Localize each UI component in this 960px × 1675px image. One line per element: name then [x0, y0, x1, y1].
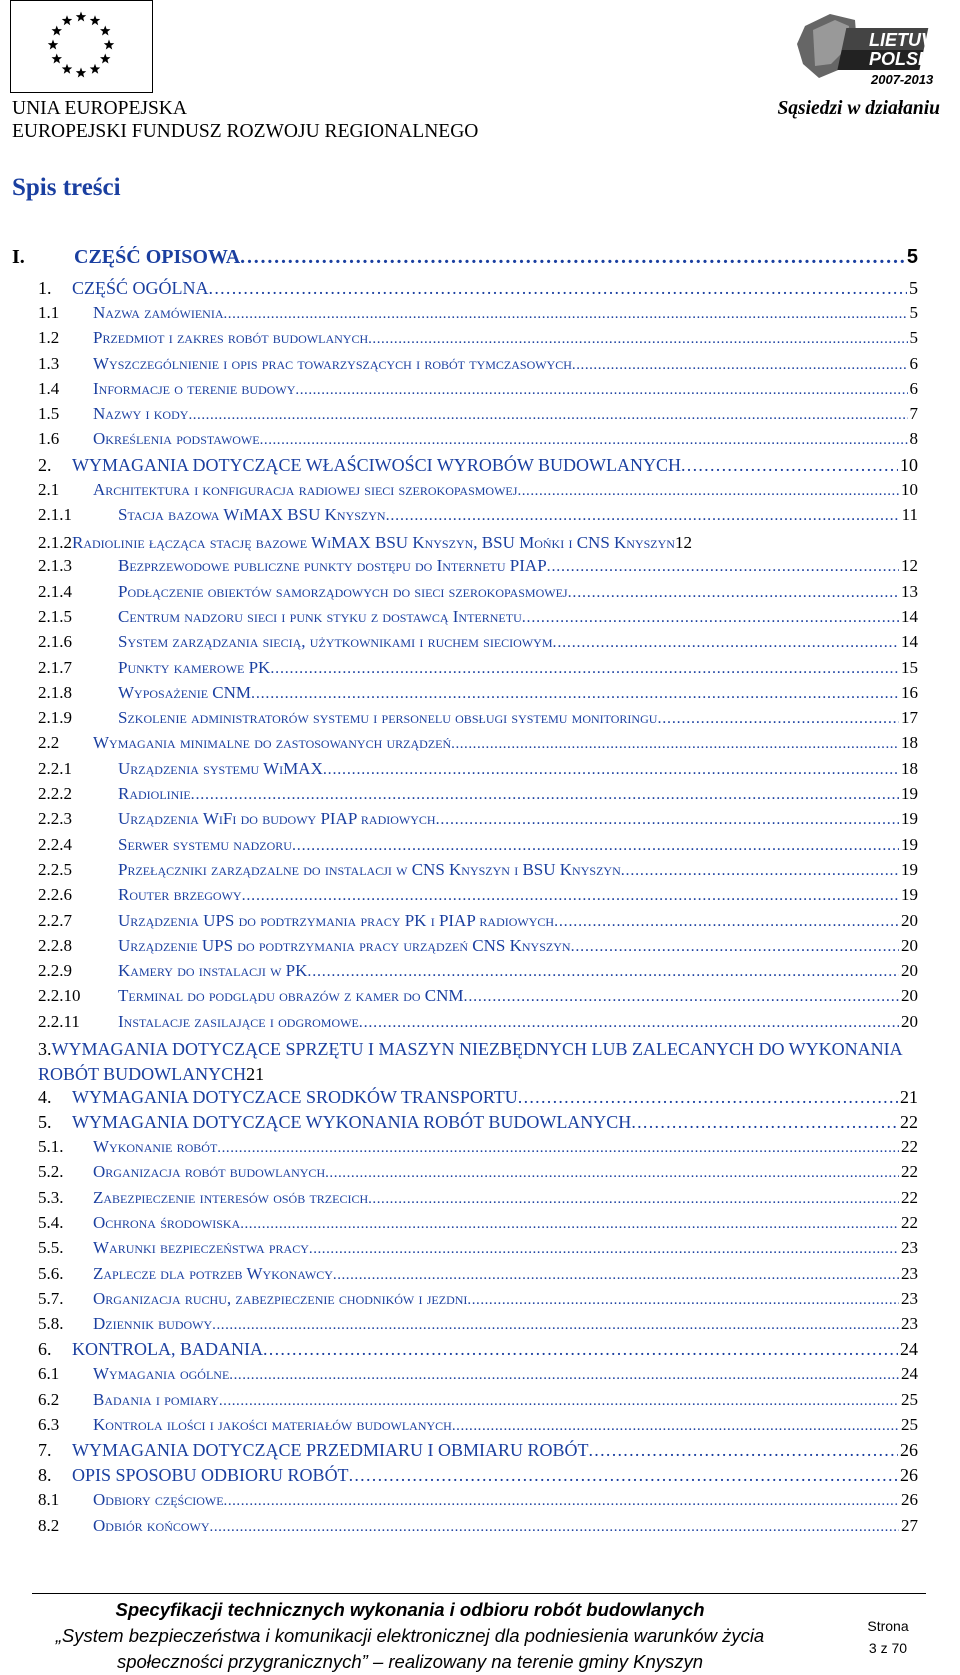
- toc-leader-dots: [464, 988, 899, 1006]
- toc-entry-title[interactable]: Instalacje zasilające i odgromowe: [118, 1011, 359, 1031]
- toc-entry-number: 2.1: [38, 479, 60, 499]
- toc-entry[interactable]: [38, 1087, 918, 1112]
- toc-leader-dots: [349, 1465, 898, 1486]
- toc-leader-dots: [323, 761, 899, 779]
- toc-entry-page: 21: [246, 1064, 265, 1085]
- footer-line3: społeczności przygranicznych” – realizowany na terenie gminy Knyszyn: [116, 1651, 704, 1672]
- toc-entry-number: 2.1.3: [38, 556, 72, 576]
- toc-entry-number: 2.2.5: [38, 859, 72, 879]
- toc-entry-number: 6.3: [38, 1414, 60, 1434]
- toc-entry-title[interactable]: Nazwy i kody: [93, 404, 189, 424]
- toc-entry-title[interactable]: CZĘŚĆ OGÓLNA: [72, 278, 209, 298]
- toc-entry-number: 6.2: [38, 1389, 60, 1409]
- toc-entry-number: 8.: [38, 1465, 52, 1486]
- toc-entry-number: 2.2: [38, 733, 60, 753]
- toc-entry-number: 2.1.6: [38, 632, 72, 652]
- toc-entry[interactable]: [38, 936, 918, 961]
- toc-entry-number: I.: [12, 246, 25, 268]
- toc-entry[interactable]: [38, 1289, 918, 1314]
- toc-leader-dots: [219, 1393, 899, 1410]
- toc-entry-page: 20: [901, 910, 918, 930]
- toc-entry[interactable]: [38, 582, 918, 607]
- toc-entry-number: 4.: [38, 1087, 52, 1108]
- toc-entry-number: 5.4.: [38, 1212, 64, 1232]
- toc-entry[interactable]: [38, 885, 918, 910]
- toc-entry-title[interactable]: Zaplecze dla potrzeb Wykonawcy: [93, 1263, 333, 1283]
- toc-entry[interactable]: [12, 246, 918, 278]
- toc-entry-number: 2.2.6: [38, 885, 72, 905]
- toc-entry-page: 24: [901, 1364, 918, 1384]
- toc-entry[interactable]: [38, 530, 918, 556]
- eu-star-icon: [52, 26, 62, 36]
- toc-entry-number: 5.1.: [38, 1137, 64, 1157]
- toc-entry-number: 2.2.4: [38, 834, 72, 854]
- logo-line3: 2007-2013: [871, 72, 934, 87]
- toc-entry[interactable]: [38, 733, 918, 758]
- toc-entry[interactable]: [38, 278, 918, 303]
- toc-entry-page: 23: [901, 1288, 918, 1308]
- toc-entry[interactable]: [38, 809, 918, 834]
- toc-entry-page: 14: [901, 632, 918, 652]
- toc-entry[interactable]: [38, 607, 918, 632]
- toc-leader-dots: [270, 660, 899, 678]
- toc-entry-page: 5: [909, 278, 918, 298]
- toc-entry-title[interactable]: Radiolinie łącząca stację bazowe WiMAX BSU Knyszyn, BSU Mońki i CNS Knyszyn: [72, 533, 675, 553]
- toc-entry[interactable]: [38, 1012, 918, 1037]
- toc-leader-dots: [217, 1140, 899, 1157]
- toc-entry-page: 23: [901, 1238, 918, 1258]
- toc-entry-page: 14: [901, 606, 918, 626]
- toc-entry[interactable]: [38, 379, 918, 404]
- toc-entry-page: 27: [901, 1515, 918, 1535]
- toc-leader-dots: [212, 1317, 899, 1334]
- toc-entry-page: 22: [901, 1187, 918, 1207]
- toc-entry-number: 2.: [38, 454, 52, 475]
- eu-star-icon: [100, 26, 110, 36]
- toc-entry-title[interactable]: Urządzenia UPS do podtrzymania pracy PK i PIAP radiowych: [118, 910, 555, 930]
- toc-entry-page: 8: [909, 429, 918, 449]
- toc-entry-page: 22: [901, 1212, 918, 1232]
- eu-star-icon: [90, 64, 100, 74]
- toc-entry-page: 26: [901, 1490, 918, 1510]
- toc-leader-dots: [307, 963, 899, 981]
- toc-entry-number: 2.1.7: [38, 657, 72, 677]
- toc-entry-title[interactable]: Przedmiot i zakres robót budowlanych: [93, 328, 369, 348]
- toc-entry-number: 5.2.: [38, 1162, 64, 1182]
- toc-entry[interactable]: [38, 708, 918, 733]
- toc-entry-page: 16: [901, 682, 918, 702]
- toc-entry-title[interactable]: Szkolenie administratorów systemu i personelu obsługi systemu monitoringu: [118, 708, 658, 728]
- toc-leader-dots: [621, 862, 899, 880]
- toc-entry-number: 5.: [38, 1112, 52, 1133]
- toc-entry[interactable]: [38, 1390, 918, 1415]
- toc-entry-title[interactable]: KONTROLA, BADANIA: [72, 1339, 263, 1360]
- toc-entry[interactable]: [38, 556, 918, 581]
- toc-entry-page: 10: [900, 454, 918, 475]
- toc-entry-number: 1.2: [38, 328, 60, 348]
- toc-leader-dots: [260, 432, 908, 449]
- toc-entry-page: 20: [901, 1011, 918, 1031]
- toc-leader-dots: [568, 584, 899, 602]
- toc-entry-number: 2.1.8: [38, 682, 72, 702]
- toc-entry-page: 5: [906, 246, 918, 268]
- toc-entry-number: 3.: [38, 1039, 52, 1060]
- toc-leader-dots: [191, 786, 899, 804]
- toc-entry-title[interactable]: Podłączenie obiektów samorządowych do sieci szerokopasmowej: [118, 581, 568, 601]
- toc-entry-title[interactable]: Organizacja ruchu, zabezpieczenie chodników i jezdni: [93, 1288, 468, 1308]
- toc-entry-title[interactable]: System zarządzania siecią, użytkownikami i ruchem sieciowym: [118, 632, 553, 652]
- toc-entry-page: 12: [901, 556, 918, 576]
- toc-entry-title[interactable]: Odbiory częściowe: [93, 1490, 224, 1510]
- toc-entry-title[interactable]: WYMAGANIA DOTYCZACE SRODKÓW TRANSPORTU: [72, 1087, 518, 1108]
- page-value: 3 z 70: [868, 1640, 908, 1656]
- toc-entry-number: 1.1: [38, 303, 60, 322]
- toc-leader-dots: [681, 455, 898, 476]
- toc-entry[interactable]: [38, 986, 918, 1011]
- toc-entry[interactable]: [38, 1440, 918, 1465]
- toc-entry[interactable]: [38, 1213, 918, 1238]
- toc-entry-title[interactable]: Ochrona środowiska: [93, 1212, 241, 1232]
- toc-leader-dots: [251, 685, 899, 703]
- toc-entry-title[interactable]: Wyposażenie CNM: [118, 682, 252, 702]
- table-of-contents: [12, 246, 918, 1541]
- footer-line2: „System bezpieczeństwa i komunikacji elektronicznej dla podniesienia warunków życia: [55, 1625, 765, 1646]
- toc-entry-page: 26: [900, 1440, 918, 1461]
- toc-entry[interactable]: [38, 683, 918, 708]
- toc-leader-dots: [572, 357, 908, 374]
- toc-entry-page: 26: [900, 1465, 918, 1486]
- toc-entry-number: 5.8.: [38, 1314, 64, 1334]
- toc-entry[interactable]: [38, 1112, 918, 1137]
- toc-entry-page: 19: [901, 809, 918, 829]
- toc-entry-page: 7: [909, 404, 918, 424]
- toc-entry[interactable]: [38, 404, 918, 429]
- toc-entry-title[interactable]: OPIS SPOSOBU ODBIORU ROBÓT: [72, 1465, 349, 1486]
- toc-entry-title[interactable]: Urządzenia systemu WiMAX: [118, 758, 323, 778]
- toc-entry-number: 5.7.: [38, 1288, 64, 1308]
- toc-entry-number: 1.4: [38, 378, 60, 398]
- toc-leader-dots: [240, 246, 905, 269]
- toc-entry[interactable]: [38, 759, 918, 784]
- toc-entry-page: 12: [674, 533, 692, 553]
- eu-star-icon: [104, 40, 114, 50]
- toc-entry-title[interactable]: Radiolinie: [118, 784, 191, 804]
- toc-entry-page: 24: [900, 1339, 918, 1360]
- toc-entry[interactable]: [38, 632, 918, 657]
- toc-entry-number: 2.2.10: [38, 986, 81, 1006]
- toc-entry-title[interactable]: Informacje o terenie budowy: [93, 378, 296, 398]
- toc-entry-page: 5: [909, 328, 918, 348]
- toc-title: Spis treści: [12, 174, 121, 201]
- toc-leader-dots: [325, 1165, 899, 1182]
- toc-entry-title[interactable]: Przełączniki zarządzalne do instalacji w CNS Knyszyn i BSU Knyszyn: [118, 859, 621, 879]
- eu-star-icon: [62, 15, 72, 25]
- footer-description: [20, 1597, 800, 1675]
- toc-entry-title[interactable]: Bezprzewodowe publiczne punkty dostępu do Internetu PIAP: [118, 556, 547, 576]
- toc-entry-title[interactable]: Urządzenie UPS do podtrzymania pracy urządzeń CNS Knyszyn: [118, 935, 571, 955]
- eu-label: UNIA EUROPEJSKA: [12, 98, 187, 119]
- toc-entry-title[interactable]: Wymagania ogólne: [93, 1364, 230, 1384]
- logo-line1: LIETUVA: [869, 30, 945, 50]
- toc-entry[interactable]: [38, 303, 918, 328]
- toc-entry-title[interactable]: Wyszczególnienie i opis prac towarzyszących i robót tymczasowych: [93, 353, 572, 373]
- toc-entry-page: 18: [901, 733, 918, 753]
- toc-entry-title[interactable]: Urządzenia WiFi do budowy PIAP radiowych: [118, 809, 436, 829]
- toc-entry-number: 1.6: [38, 429, 60, 449]
- toc-entry[interactable]: [38, 1364, 918, 1389]
- header-left: [12, 97, 478, 143]
- toc-entry-title[interactable]: Określenia podstawowe: [93, 429, 260, 449]
- toc-entry-page: 19: [901, 885, 918, 905]
- toc-entry-title[interactable]: Wymagania minimalne do zastosowanych urządzeń: [93, 733, 452, 753]
- toc-leader-dots: [292, 837, 899, 855]
- toc-entry[interactable]: [38, 480, 918, 505]
- toc-entry-number: 1.5: [38, 404, 60, 424]
- toc-entry[interactable]: [38, 1162, 918, 1187]
- toc-entry-number: 2.1.5: [38, 606, 72, 626]
- toc-entry-number: 1.: [38, 278, 52, 298]
- header-slogan: Sąsiedzi w działaniu: [777, 98, 940, 119]
- toc-entry[interactable]: [38, 1037, 918, 1087]
- toc-leader-dots: [188, 407, 907, 424]
- toc-entry[interactable]: [38, 1188, 918, 1213]
- toc-leader-dots: [517, 483, 899, 500]
- toc-entry-page: 22: [900, 1112, 918, 1133]
- toc-entry[interactable]: [38, 354, 918, 379]
- toc-entry-number: 5.6.: [38, 1263, 64, 1283]
- toc-entry-title[interactable]: Serwer systemu nadzoru: [118, 834, 292, 854]
- toc-entry-number: 2.1.9: [38, 708, 72, 728]
- toc-entry[interactable]: [38, 784, 918, 809]
- toc-entry-page: 18: [901, 758, 918, 778]
- toc-entry[interactable]: [38, 1314, 918, 1339]
- toc-entry-title[interactable]: Architektura i konfiguracja radiowej sieci szerokopasmowej: [93, 479, 518, 499]
- toc-leader-dots: [657, 710, 899, 728]
- toc-entry[interactable]: [38, 1264, 918, 1289]
- toc-leader-dots: [589, 1440, 899, 1461]
- toc-leader-dots: [240, 1216, 899, 1233]
- eu-star-icon: [48, 40, 58, 50]
- toc-entry-page: 17: [901, 708, 918, 728]
- toc-entry-number: 6.1: [38, 1364, 60, 1384]
- toc-entry-page: 10: [901, 479, 918, 499]
- toc-entry-number: 2.2.8: [38, 935, 72, 955]
- toc-entry-number: 2.2.9: [38, 961, 72, 981]
- toc-entry-title[interactable]: WYMAGANIA DOTYCZĄCE WYKONANIA ROBÓT BUDOWLANYCH: [72, 1112, 632, 1133]
- footer-divider: [32, 1593, 926, 1594]
- footer-line1: Specyfikacji technicznych wykonania i odbioru robót budowlanych: [115, 1599, 705, 1620]
- toc-entry-title[interactable]: Kamery do instalacji w PK: [118, 961, 308, 981]
- toc-entry-number: 2.2.1: [38, 758, 72, 778]
- toc-entry-page: 22: [901, 1137, 918, 1157]
- toc-leader-dots: [436, 811, 899, 829]
- toc-entry-page: 22: [901, 1162, 918, 1182]
- eu-flag-logo: [10, 0, 153, 93]
- toc-entry-number: 5.3.: [38, 1187, 64, 1207]
- toc-entry-number: 2.1.2: [38, 533, 72, 553]
- toc-entry-page: 20: [901, 986, 918, 1006]
- eu-star-icon: [76, 12, 86, 22]
- toc-entry-page: 19: [901, 784, 918, 804]
- toc-leader-dots: [553, 634, 899, 652]
- eu-star-icon: [52, 54, 62, 64]
- toc-entry[interactable]: [38, 1339, 918, 1364]
- toc-leader-dots: [295, 382, 907, 399]
- toc-entry-number: 7.: [38, 1440, 52, 1461]
- toc-leader-dots: [571, 938, 899, 956]
- toc-leader-dots: [386, 507, 900, 525]
- eu-stars-flag-icon: [11, 1, 152, 92]
- toc-leader-dots: [554, 913, 899, 931]
- toc-entry-page: 11: [901, 505, 918, 525]
- toc-entry[interactable]: [38, 961, 918, 986]
- toc-entry[interactable]: [38, 835, 918, 860]
- page-label: Strona: [867, 1618, 909, 1634]
- toc-entry-title[interactable]: Punkty kamerowe PK: [118, 657, 271, 677]
- toc-leader-dots: [547, 558, 899, 576]
- toc-entry-title[interactable]: Stacja bazowa WiMAX BSU Knyszyn: [118, 505, 386, 525]
- toc-leader-dots: [263, 1339, 898, 1360]
- toc-entry-title[interactable]: WYMAGANIA DOTYCZĄCE WŁAŚCIWOŚCI WYROBÓW BUDOWLANYCH: [72, 454, 681, 475]
- toc-leader-dots: [224, 306, 908, 323]
- toc-entry[interactable]: [38, 1238, 918, 1263]
- toc-entry-page: 23: [901, 1263, 918, 1283]
- toc-leader-dots: [522, 609, 899, 627]
- lietuva-polska-logo: [785, 6, 945, 94]
- toc-leader-dots: [467, 1292, 899, 1309]
- toc-entry-title[interactable]: Organizacja robót budowlanych: [93, 1162, 326, 1182]
- toc-entry-title[interactable]: Router brzegowy: [118, 885, 242, 905]
- toc-entry[interactable]: [38, 429, 918, 454]
- toc-entry-number: 1.3: [38, 353, 60, 373]
- toc-entry[interactable]: [38, 1490, 918, 1515]
- eu-star-icon: [100, 54, 110, 64]
- toc-entry-page: 5: [909, 303, 918, 322]
- toc-entry-page: 23: [901, 1314, 918, 1334]
- toc-entry[interactable]: [38, 328, 918, 353]
- toc-entry-page: 20: [901, 935, 918, 955]
- toc-leader-dots: [209, 278, 907, 299]
- toc-entry-page: 6: [909, 353, 918, 373]
- toc-leader-dots: [368, 331, 907, 348]
- toc-entry[interactable]: [38, 455, 918, 480]
- toc-entry-number: 2.1.4: [38, 581, 72, 601]
- toc-entry-title[interactable]: Wykonanie robót: [93, 1137, 218, 1157]
- toc-leader-dots: [229, 1367, 899, 1384]
- toc-leader-dots: [452, 1418, 899, 1435]
- toc-entry-title[interactable]: Badania i pomiary: [93, 1389, 219, 1409]
- toc-entry-page: 6: [909, 378, 918, 398]
- toc-entry-number: 2.1.1: [38, 505, 72, 525]
- toc-entry-number: 8.2: [38, 1515, 60, 1535]
- toc-entry-title[interactable]: Warunki bezpieczeństwa pracy: [93, 1238, 309, 1258]
- toc-entry[interactable]: [38, 505, 918, 530]
- toc-entry-number: 2.2.11: [38, 1011, 80, 1031]
- toc-entry-page: 19: [901, 834, 918, 854]
- toc-entry[interactable]: [38, 658, 918, 683]
- toc-leader-dots: [359, 1014, 899, 1032]
- toc-entry-page: 25: [901, 1414, 918, 1434]
- toc-entry-page: 21: [900, 1087, 918, 1108]
- toc-entry-number: 8.1: [38, 1490, 60, 1510]
- toc-entry-page: 20: [901, 961, 918, 981]
- toc-entry-title[interactable]: Zabezpieczenie interesów osób trzecich: [93, 1187, 369, 1207]
- toc-entry-number: 6.: [38, 1339, 52, 1360]
- toc-entry-title[interactable]: CZĘŚĆ OPISOWA: [74, 246, 241, 268]
- toc-entry-title[interactable]: WYMAGANIA DOTYCZĄCE SPRZĘTU I MASZYN NIEZBĘDNYCH LUB ZALECANYCH DO WYKONANIA ROBÓT BUDOWLANYCH: [38, 1039, 902, 1085]
- toc-entry-page: 19: [901, 859, 918, 879]
- toc-entry-number: 2.2.7: [38, 910, 72, 930]
- toc-entry-page: 15: [901, 657, 918, 677]
- page-number: [848, 1615, 928, 1659]
- toc-entry[interactable]: [38, 1465, 918, 1490]
- toc-entry-title[interactable]: Dziennik budowy: [93, 1314, 213, 1334]
- toc-entry-title[interactable]: WYMAGANIA DOTYCZĄCE PRZEDMIARU I OBMIARU ROBÓT: [72, 1440, 589, 1461]
- eu-star-icon: [62, 64, 72, 74]
- toc-leader-dots: [333, 1267, 899, 1284]
- toc-entry[interactable]: [38, 1137, 918, 1162]
- toc-entry[interactable]: [38, 1516, 918, 1541]
- toc-entry[interactable]: [38, 860, 918, 885]
- toc-entry-title[interactable]: Kontrola ilości i jakości materiałów budowlanych: [93, 1414, 452, 1434]
- toc-leader-dots: [368, 1191, 899, 1208]
- toc-entry-number: 2.2.3: [38, 809, 72, 829]
- toc-entry-page: 13: [901, 581, 918, 601]
- toc-entry-title[interactable]: Odbiór końcowy: [93, 1515, 210, 1535]
- erdf-label: EUROPEJSKI FUNDUSZ ROZWOJU REGIONALNEGO: [12, 121, 479, 142]
- logo-line2: POLSKA: [869, 49, 945, 69]
- toc-entry-page: 25: [901, 1389, 918, 1409]
- toc-leader-dots: [242, 887, 899, 905]
- toc-entry-title[interactable]: Terminal do podglądu obrazów z kamer do CNM: [118, 986, 464, 1006]
- toc-leader-dots: [631, 1112, 898, 1133]
- toc-entry[interactable]: [38, 1415, 918, 1440]
- toc-entry[interactable]: [38, 911, 918, 936]
- toc-leader-dots: [309, 1241, 899, 1258]
- toc-entry-number: 2.2.2: [38, 784, 72, 804]
- toc-entry-number: 5.5.: [38, 1238, 64, 1258]
- toc-leader-dots: [451, 736, 899, 753]
- toc-entry-title[interactable]: Centrum nadzoru sieci i punk styku z dostawcą Internetu: [118, 606, 522, 626]
- eu-star-icon: [90, 15, 100, 25]
- toc-leader-dots: [210, 1519, 899, 1536]
- eu-star-icon: [76, 68, 86, 78]
- toc-leader-dots: [224, 1493, 899, 1510]
- toc-entry-title[interactable]: Nazwa zamówienia: [93, 303, 224, 322]
- toc-leader-dots: [518, 1087, 898, 1108]
